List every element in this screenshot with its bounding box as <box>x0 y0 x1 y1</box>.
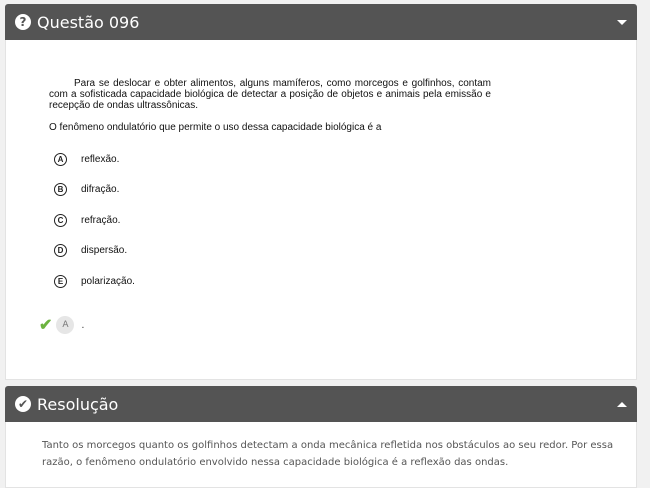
option-text: dispersão. <box>81 245 128 256</box>
option-letter: D <box>54 244 67 257</box>
question-stem <box>49 78 491 111</box>
resolution-title: Resolução <box>37 394 119 414</box>
option-e[interactable] <box>54 275 135 288</box>
option-letter: A <box>54 153 67 166</box>
question-prompt: O fenômeno ondulatório que permite o uso dessa capacidade biológica é a <box>49 122 382 133</box>
question-circle-icon: ? <box>15 14 31 30</box>
question-panel-body <box>5 40 637 380</box>
option-text: difração. <box>81 184 120 195</box>
stem-paragraph: Para se deslocar e obter alimentos, alguns mamíferos, como morcegos e golfinhos, contam com a sofisticada capacidade biológica de detectar a posição de objetos e animais pela emissão e recepção de ondas ultrassônicas. <box>49 78 491 111</box>
resolution-panel-body <box>5 422 637 488</box>
resolution-text: Tanto os morcegos quanto os golfinhos detectam a onda mecânica refletida nos obstáculos ao seu redor. Por essa razão, o fenômeno ondulatório envolvido nessa capacidade biológica é a reflexão das ondas. <box>42 440 614 468</box>
question-panel-header[interactable] <box>5 4 637 40</box>
option-text: polarização. <box>81 276 135 287</box>
option-a[interactable] <box>54 153 119 166</box>
answer-row <box>39 316 84 334</box>
option-text: refração. <box>81 215 121 226</box>
answer-badge: A <box>56 316 74 334</box>
check-circle-icon: ✔ <box>15 396 31 412</box>
option-d[interactable] <box>54 244 127 257</box>
check-icon: ✔ <box>39 316 53 334</box>
option-b[interactable] <box>54 183 119 196</box>
option-c[interactable] <box>54 214 120 227</box>
option-letter: B <box>54 183 67 196</box>
resolution-panel-header[interactable] <box>5 386 637 422</box>
question-title: Questão 096 <box>37 12 140 32</box>
option-letter: C <box>54 214 67 227</box>
chevron-up-icon[interactable] <box>617 402 627 407</box>
chevron-down-icon[interactable] <box>617 20 627 25</box>
answer-suffix: . <box>81 318 85 331</box>
option-letter: E <box>54 275 67 288</box>
option-text: reflexão. <box>81 154 120 165</box>
